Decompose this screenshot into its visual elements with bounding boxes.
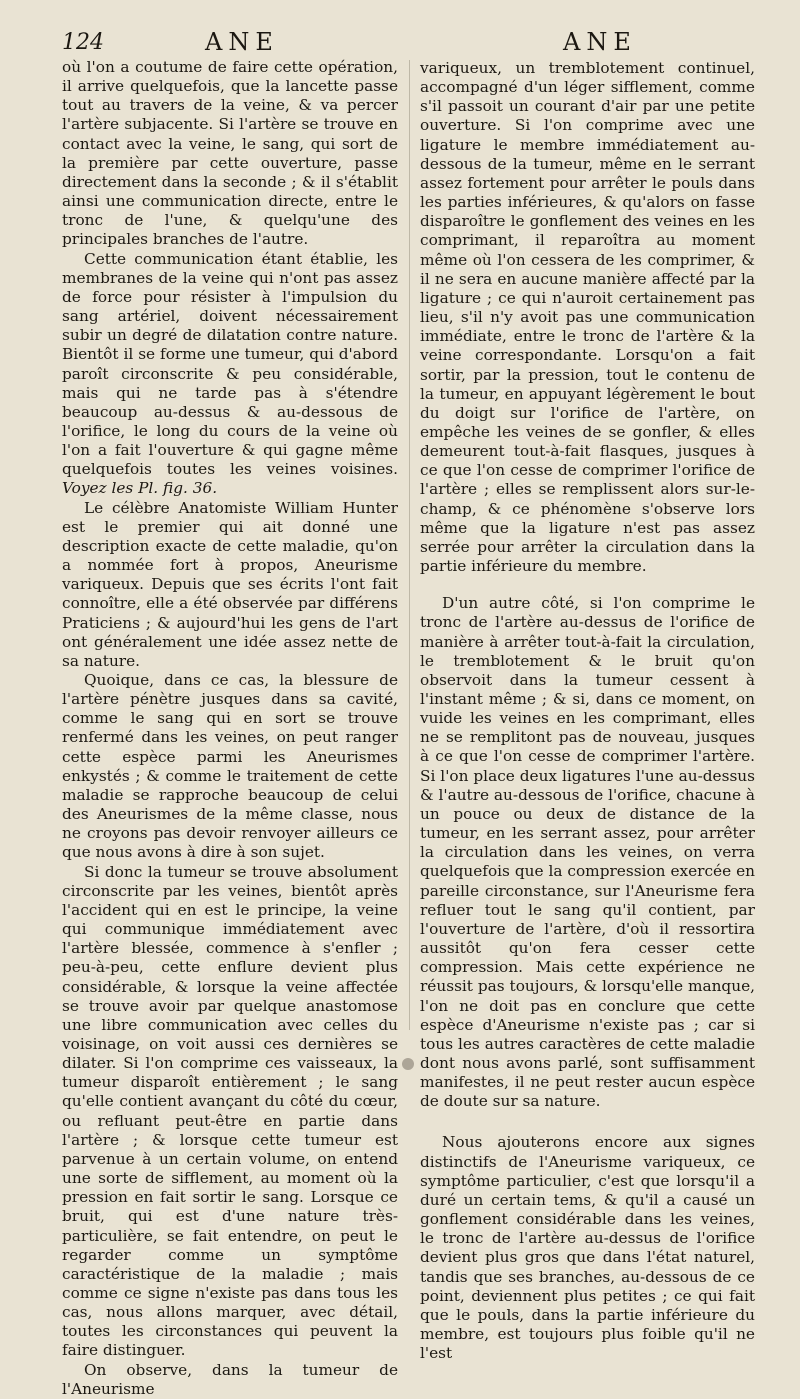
page-number: 124 [62,30,104,55]
paragraph [62,250,398,499]
left-column [62,58,398,1399]
paragraph: Le célèbre Anatomiste William Hunter est le premier qui ait donné une description exacte de cette maladie, qu'on a nommée fort à propos, Aneurisme variqueux. Depuis que ses écrits l'ont fait connoître, elle a été observée par différens Praticiens ; & aujourd'hui les gens de l'art ont généralement une idée assez nette de sa nature. [62,498,398,670]
paragraph: Nous ajouterons encore aux signes distinctifs de l'Aneurisme variqueux, ce symptôme particulier, c'est que lorsqu'il a duré un certain tems, & qu'il a causé un gonflement considérable dans les veines, le tronc de l'artère au-dessus de l'orifice devient plus gros que dans l'état naturel, tandis que ses branches, au-dessous de ce point, deviennent plus petites ; ce qui fait que le pouls, dans la partie inférieure du membre, est toujours plus foible qu'il ne l'est [420,1133,755,1363]
paragraph: où l'on a coutume de faire cette opération, il arrive quelquefois, que la lancette passe tout au travers de la veine, & va percer l'artère subjacente. Si l'artère se trouve en contact avec la veine, le sang, qui sort de la première par cette ouverture, passe directement dans la seconde ; & il s'établit ainsi une communication directe, entre le tronc de l'une, & quelqu'une des principales branches de l'autre. [62,58,398,249]
page-header [0,28,800,58]
right-column [420,59,755,1363]
paragraph: variqueux, un tremblotement continuel, accompagné d'un léger sifflement, comme s'il passoit un courant d'air par une petite ouverture. Si l'on comprime avec une ligature le membre immédiatement au-dessous de la tumeur, même en le serrant assez fortement pour arrêter le pouls dans les parties inférieures, & qu'alors on fasse disparoître le gonflement des veines en les comprimant, il reparoîtra au moment même où l'on cessera de les comprimer, & il ne sera en aucune manière affecté par la ligature ; ce qui n'auroit certainement pas lieu, s'il n'y avoit pas une communication immédiate, entre le tronc de l'artère & la veine correspondante. Lorsqu'on a fait sortir, par la pression, tout le contenu de la tumeur, en appuyant légèrement le bout du doigt sur l'orifice de l'artère, on empêche les veines de se gonfler, & elles demeurent tout-à-fait flasques, jusques à ce que l'on cesse de comprimer l'orifice de l'artère ; elles se remplissent alors sur-le-champ, & ce phénomène s'observe lors même que la ligature n'est pas assez serrée pour arrêter la circulation dans la partie inférieure du membre. [420,59,755,576]
paragraph: Quoique, dans ce cas, la blessure de l'artère pénètre jusques dans sa cavité, comme le sang qui en sort se trouve renfermé dans les veines, on peut ranger cette espèce parmi les Aneurismes enkystés ; & comme le traitement de cette maladie se rapproche beaucoup de celui des Aneurismes de la même classe, nous ne croyons pas devoir renvoyer ailleurs ce que nous avons à dire à son sujet. [62,671,398,862]
paragraph: On observe, dans la tumeur de l'Aneurisme [62,1360,398,1398]
running-head-right: ANE [563,28,637,56]
plate-reference: Voyez les Pl. fig. 36. [62,479,218,498]
running-head-left: ANE [205,28,279,56]
paragraph: Si donc la tumeur se trouve absolument circonscrite par les veines, bientôt après l'accident qui en est le principe, la veine qui communique immédiatement avec l'artère blessée, commence à s'enfler ; peu-à-peu, cette enflure devient plus considérable, & lorsque la veine affectée se trouve avoir par quelque anastomose une libre communication avec celles du voisinage, on voit aussi ces dernières se dilater. Si l'on comprime ces vaisseaux, la tumeur disparoît entièrement ; le sang qu'elle contient avançant du côté du cœur, ou refluant peut-être en partie dans l'artère ; & lorsque cette tumeur est parvenue à un certain volume, on entend une sorte de sifflement, au moment où la pression en fait sortir le sang. Lorsque ce bruit, qui est d'une nature très-particulière, se fait entendre, on peut le regarder comme un symptôme caractéristique de la maladie ; mais comme ce signe n'existe pas dans tous les cas, nous allons marquer, avec détail, toutes les circonstances qui peuvent la faire distinguer. [62,862,398,1360]
ink-spot [402,1058,414,1070]
column-divider [409,60,410,1030]
paragraph-text: Cette communication étant établie, les membranes de la veine qui n'ont pas assez de force pour résister à l'impulsion du sang artériel, doivent nécessairement subir un degré de dilatation contre nature. Bientôt il se forme une tumeur, qui d'abord paroît circonscrite & peu considérable, mais qui ne tarde pas à s'étendre beaucoup au-dessus & au-dessous de l'orifice, le long du cours de la veine où l'on a fait l'ouverture & qui gagne même quelquefois toutes les veines voisines. [62,249,398,479]
paragraph: D'un autre côté, si l'on comprime le tronc de l'artère au-dessus de l'orifice de manière à arrêter tout-à-fait la circulation, le tremblotement & le bruit qu'on observoit dans la tumeur cessent à l'instant même ; & si, dans ce moment, on vuide les veines en les comprimant, elles ne se remplitont pas de nouveau, jusques à ce que l'on cesse de comprimer l'artère. Si l'on place deux ligatures l'une au-dessus & l'autre au-dessous de l'orifice, chacune à un pouce ou deux de distance de la tumeur, en les serrant assez, pour arrêter la circulation dans les veines, on verra quelquefois que la compression exercée en pareille circonstance, sur l'Aneurisme fera refluer tout le sang qu'il contient, par l'ouverture de l'artère, d'où il ressortira aussitôt qu'on fera cesser cette compression. Mais cette expérience ne réussit pas toujours, & lorsqu'elle manque, l'on ne doit pas en conclure que cette espèce d'Aneurisme n'existe pas ; car si tous les autres caractères de cette maladie dont nous avons parlé, sont suffisamment manifestes, il ne peut rester aucun espèce de doute sur sa nature. [420,594,755,1111]
